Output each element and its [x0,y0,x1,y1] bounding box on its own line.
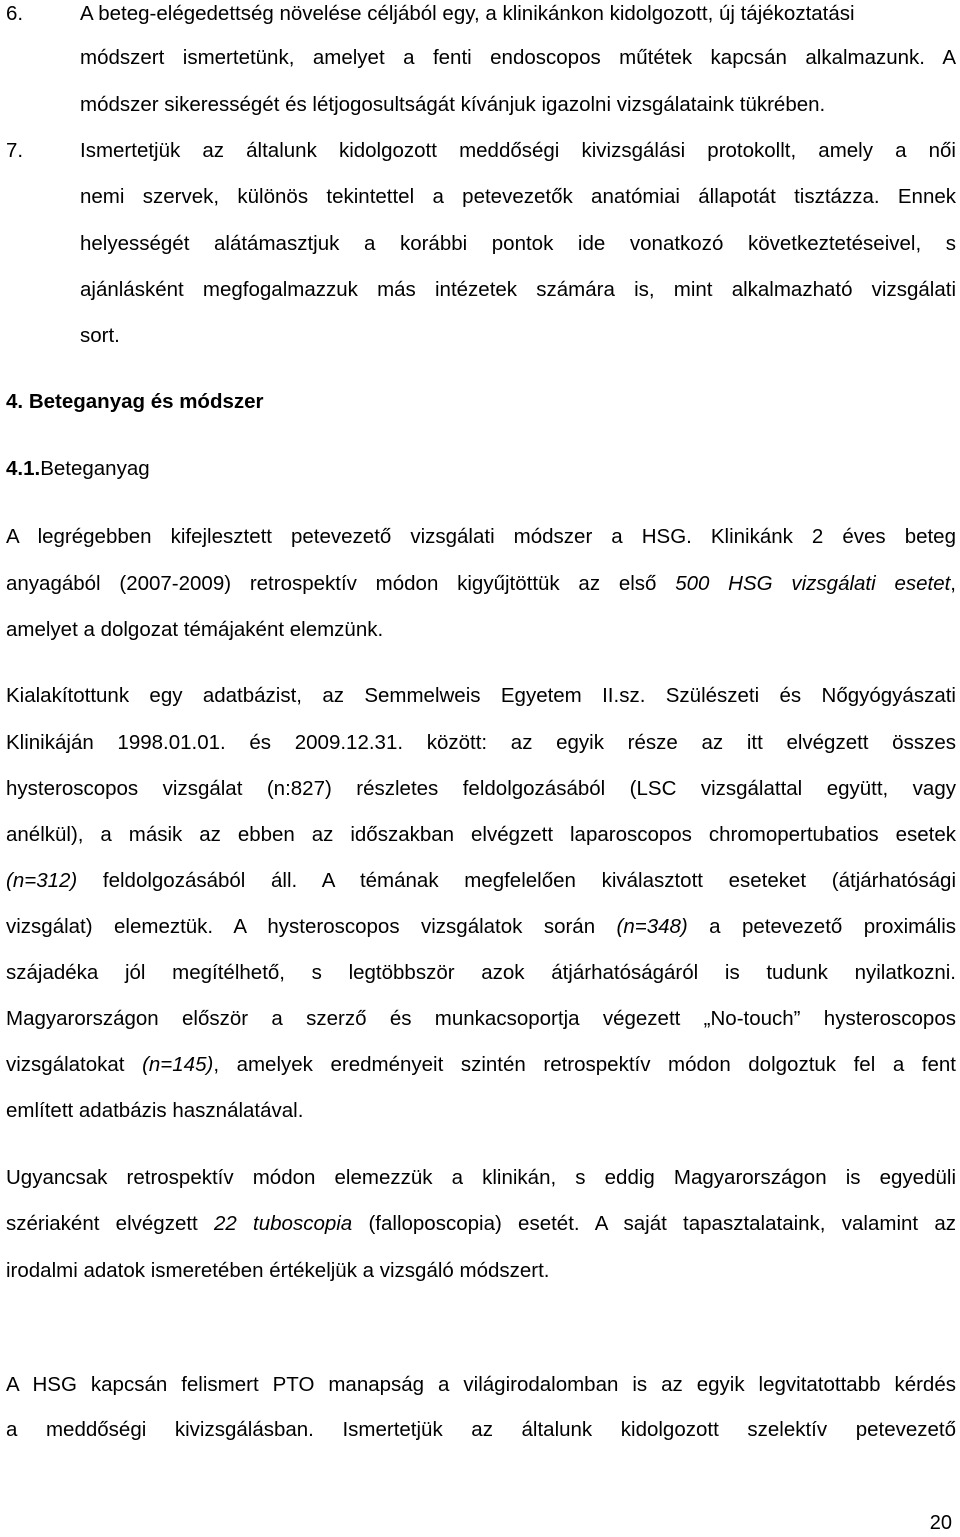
text-line: nemi szervek, különös tekintettel a petevezetők anatómiai állapotát tisztázza. Ennek [80,185,956,208]
text-line: hysteroscopos vizsgálat (n:827) részletes feldolgozásából (LSC vizsgálattal együtt, vagy [6,777,956,800]
text-line [6,915,956,939]
text-line: a meddőségi kivizsgálásban. Ismertetjük az általunk kidolgozott szelektív petevezető [6,1418,956,1441]
text-line [6,1212,956,1236]
text-line: Ugyancsak retrospektív módon elemezzük a klinikán, s eddig Magyarországon is egyedüli [6,1166,956,1189]
text-line: említett adatbázis használatával. [6,1099,304,1122]
text-line [6,572,956,596]
text-run: szériaként elvégzett [6,1212,214,1235]
text-line [6,869,956,893]
text-run: feldolgozásából áll. A témának megfelelően kiválasztott eseteket (átjárhatósági [77,869,956,892]
italic-run: 22 tuboscopia [214,1212,353,1235]
subsection-heading [6,457,150,481]
text-line: Kialakítottunk egy adatbázist, az Semmelweis Egyetem II.sz. Szülészeti és Nőgyógyászati [6,684,956,707]
text-line: helyességét alátámasztjuk a korábbi pontok ide vonatkozó következtetéseivel, s [80,232,956,255]
text-line: Ismertetjük az általunk kidolgozott meddőségi kivizsgálási protokollt, amely a női [80,139,956,162]
text-run: a petevezető proximális [687,915,956,938]
text-run: , amelyek eredményeit szintén retrospektív módon dolgoztuk fel a fent [213,1053,956,1076]
list-number: 6. [6,2,24,25]
subsection-title: Beteganyag [40,457,150,480]
italic-run: (n=145) [142,1053,214,1076]
list-item-line [80,2,956,26]
text-run: vizsgálatokat [6,1053,143,1076]
text-run: anyagából (2007-2009) retrospektív módon kigyűjtöttük az első [6,572,676,595]
section-title: Beteganyag és módszer [28,390,264,413]
text-run: , [950,572,956,595]
text-line: A legrégebben kifejlesztett petevezető vizsgálati módszer a HSG. Klinikánk 2 éves beteg [6,525,956,548]
text-line: amelyet a dolgozat témájaként elemzünk. [6,618,384,641]
text-line: anélkül), a másik az ebben az időszakban elvégzett laparoscopos chromopertubatios esetek [6,823,956,846]
text-run: (falloposcopia) esetét. A saját tapasztalataink, valamint az [352,1212,957,1235]
section-number: 4. [6,390,24,413]
text-line: módszer sikerességét és létjogosultságát kívánjuk igazolni vizsgálataink tükrében. [80,93,826,116]
text-line: A HSG kapcsán felismert PTO manapság a világirodalomban is az egyik legvitatottabb kérdés [6,1373,956,1396]
text-line: A beteg-elégedettség növelése céljából egy, a klinikánkon kidolgozott, új tájékoztatási [80,2,855,25]
text-line: irodalmi adatok ismeretében értékeljük a vizsgáló módszert. [6,1259,550,1282]
subsection-number: 4.1. [6,457,41,480]
text-line: Klinikáján 1998.01.01. és 2009.12.31. között: az egyik része az itt elvégzett összes [6,731,956,754]
text-run: vizsgálat) elemeztük. A hysteroscopos vizsgálatok során [6,915,617,938]
text-line: sort. [80,324,120,347]
text-line: Magyarországon először a szerző és munkacsoportja végezett „No-touch” hysteroscopos [6,1007,956,1030]
italic-run: 500 HSG vizsgálati esetet [675,572,951,595]
page-number: 20 [929,1512,952,1534]
section-heading [6,390,264,414]
text-line: módszert ismertetünk, amelyet a fenti endoscopos műtétek kapcsán alkalmazunk. A [80,46,956,69]
text-line: szájadéka jól megítélhető, s legtöbbször azok átjárhatóságáról is tudunk nyilatkozni. [6,961,956,984]
italic-run: (n=312) [6,869,78,892]
text-line: ajánlásként megfogalmazzuk más intézetek számára is, mint alkalmazható vizsgálati [80,278,956,301]
text-line [6,1053,956,1077]
italic-run: (n=348) [616,915,688,938]
list-number: 7. [6,139,24,162]
